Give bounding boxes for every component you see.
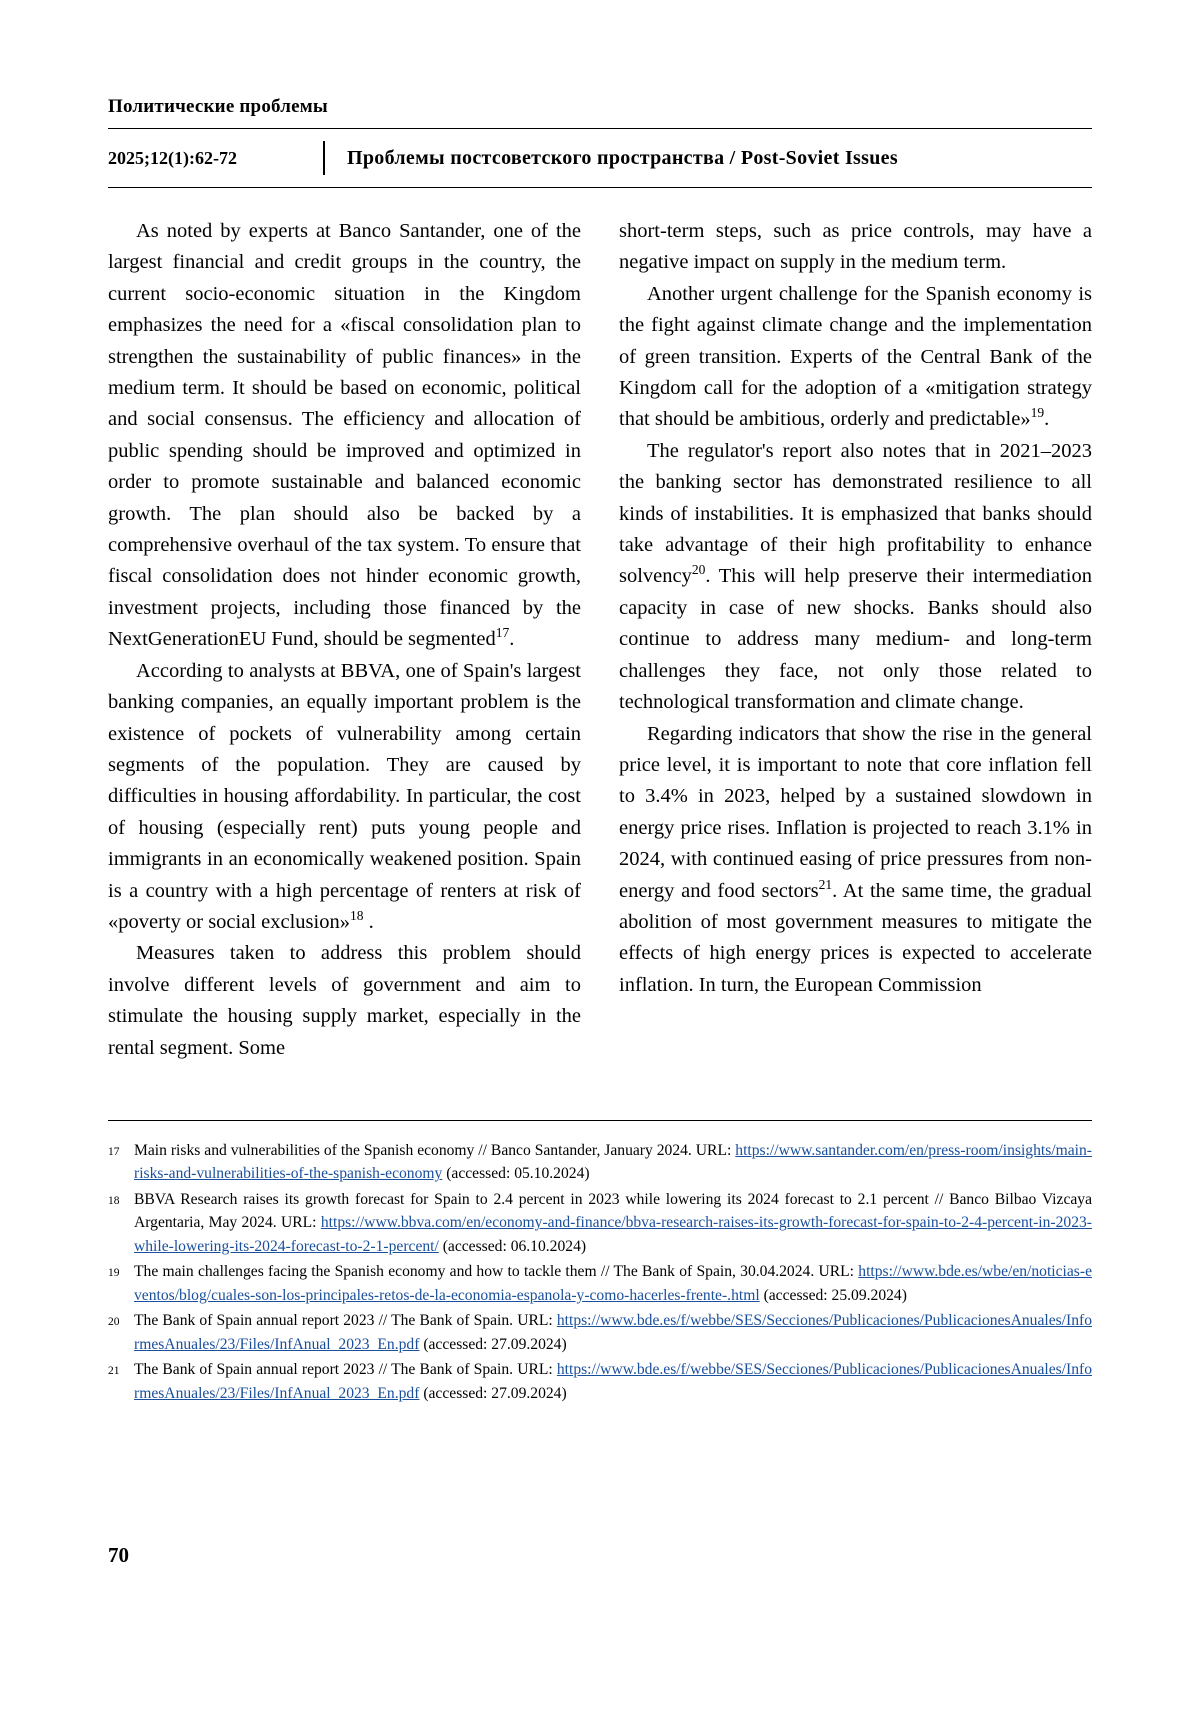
header-divider: [323, 141, 325, 175]
paragraph: According to analysts at BBVA, one of Spain's largest banking companies, an equally important problem is the existence of pockets of vulnerability among certain segments of the population. They are caused by difficulties in housing affordability. In particular, the cost of housing (especially rent) puts young people and immigrants in an economically weakened position. Spain is a country with a high percentage of renters at risk of «poverty or social exclusion»$^{18}$ .: [108, 659, 581, 933]
paragraph-text: As noted by experts at Banco Santander, one of the largest financial and credit groups in the country, the current socio-economic situation in the Kingdom emphasizes the need for a «fiscal consolidation plan to strengthen the sustainability of public finances» in the medium term. It should be based on economic, political and social consensus. The efficiency and allocation of public spending should be improved and optimized in order to promote sustainable and balanced economic growth. The plan should also be backed by a comprehensive overhaul of the tax system. To ensure that fiscal consolidation does not hinder economic growth, investment projects, including those financed by the NextGenerationEU Fund, should be segmented: [108, 220, 581, 651]
footnote-item: [108, 1358, 1092, 1405]
column-left: [108, 216, 581, 1064]
footnote-marker[interactable]: 21: [818, 876, 833, 892]
paragraph: [108, 938, 581, 1064]
issue-citation: 2025;12(1):62-72: [108, 147, 237, 168]
footnote-marker[interactable]: 19: [1030, 405, 1045, 421]
article-columns: [108, 216, 1092, 1064]
header-rule-bottom: [108, 187, 1092, 188]
paragraph-text: The regulator's report also notes that in 2021–2023 the banking sector has demonstrated resilience to all kinds of instabilities. It is emphasized that banks should take advantage of their high profitability to enhance solvency: [619, 439, 1092, 588]
footnote-link[interactable]: https://www.santander.com/en/press-room/insights/main-risks-and-vulnerabilities-of-the-spanish-economy: [134, 1141, 1092, 1183]
header-row: [108, 129, 1092, 187]
footnote-post: (accessed: 27.09.2024): [419, 1335, 567, 1353]
footnote-text: [134, 1358, 1092, 1405]
paragraph: [619, 216, 1092, 279]
footnote-link[interactable]: https://www.bbva.com/en/economy-and-finance/bbva-research-raises-its-growth-forecast-for-spain-to-2-4-percent-in-2023-while-lowering-its-2024-forecast-to-2-1-percent/: [134, 1214, 1092, 1255]
column-right: [619, 216, 1092, 1064]
journal-title: Проблемы постсоветского пространства / Post-Soviet Issues: [347, 146, 898, 169]
running-head: Политические проблемы: [108, 96, 328, 117]
footnote-marker[interactable]: 17: [495, 625, 510, 641]
footnote-link[interactable]: https://www.bde.es/f/webbe/SES/Secciones/Publicaciones/PublicacionesAnuales/InformesAnuales/23/Files/InfAnual_2023_En.pdf: [134, 1312, 1092, 1353]
footnote-link[interactable]: https://www.bde.es/wbe/en/noticias-eventos/blog/cuales-son-los-principales-retos-de-la-economia-espanola-y-como-hacerles-frente-.html: [134, 1263, 1092, 1304]
paragraph-text: . At the same time, the gradual abolition of most government measures to mitigate the effects of high energy prices is expected to accelerate inflation. In turn, the European Commission: [619, 879, 1092, 996]
footnote-item: [108, 1188, 1092, 1259]
paragraph: [619, 719, 1092, 1002]
paragraph-text: Regarding indicators that show the rise in the general price level, it is important to note that core inflation fell to 3.4% in 2023, helped by a sustained slowdown in energy price rises. Inflation is projected to reach 3.1% in 2024, with continued easing of price pressures from non-energy and food sectors: [619, 722, 1092, 902]
footnote-text: [134, 1188, 1092, 1259]
footnote-item: [108, 1260, 1092, 1307]
paragraph-text: According to analysts at BBVA, one of Spain's largest banking companies, an equally important problem is the existence of pockets of vulnerability among certain segments of the population. They are caused by difficulties in housing affordability. In particular, the cost of housing (especially rent) puts young people and immigrants in an economically weakened position. Spain is a country with a high percentage of renters at risk of «poverty or social exclusion»: [108, 659, 581, 933]
footnote-marker[interactable]: 18: [349, 908, 364, 924]
footnote-post: (accessed: 25.09.2024): [759, 1286, 907, 1304]
footnote-number: 20: [108, 1316, 120, 1329]
footnote-post: (accessed: 27.09.2024): [419, 1384, 567, 1402]
paragraph: Another urgent challenge for the Spanish economy is the fight against climate change and the implementation of green transition. Experts of the Central Bank of the Kingdom call for the adoption of a «mitigation strategy that should be ambitious, orderly and predictable»$^{19}$.: [619, 282, 1092, 431]
footnote-text: [134, 1260, 1092, 1307]
footnote-rule: [108, 1120, 1092, 1121]
footnote-number: 19: [108, 1267, 120, 1280]
footnotes: [108, 1139, 1092, 1406]
footnote-text: [134, 1309, 1092, 1356]
footnote-link[interactable]: https://www.bde.es/f/webbe/SES/Secciones/Publicaciones/PublicacionesAnuales/InformesAnuales/23/Files/InfAnual_2023_En.pdf: [134, 1361, 1092, 1402]
paragraph-text: Measures taken to address this problem should involve different levels of government and aim to stimulate the housing supply market, especially in the rental segment. Some: [108, 942, 581, 1059]
footnote-item: [108, 1309, 1092, 1356]
paragraph: As noted by experts at Banco Santander, one of the largest financial and credit groups in the country, the current socio-economic situation in the Kingdom emphasizes the need for a «fiscal consolidation plan to strengthen the sustainability of public finances» in the medium term. It should be based on economic, political and social consensus. The efficiency and allocation of public spending should be improved and optimized in order to promote sustainable and balanced economic growth. The plan should also be backed by a comprehensive overhaul of the tax system. To ensure that fiscal consolidation does not hinder economic growth, investment projects, including those financed by the NextGenerationEU Fund, should be segmented$^{17}$.: [108, 220, 581, 651]
paragraph-text: Another urgent challenge for the Spanish economy is the fight against climate change and the implementation of green transition. Experts of the Central Bank of the Kingdom call for the adoption of a «mitigation strategy that should be ambitious, orderly and predictable»: [619, 282, 1092, 431]
footnote-number: 21: [108, 1365, 120, 1378]
paragraph: [619, 436, 1092, 719]
footnote-pre: The main challenges facing the Spanish economy and how to tackle them // The Bank of Spain, 30.04.2024. URL:: [134, 1263, 859, 1281]
footnote-post: (accessed: 05.10.2024): [442, 1165, 590, 1183]
page-number: 70: [108, 1543, 129, 1567]
footnote-marker[interactable]: 20: [691, 562, 706, 578]
footnote-pre: Main risks and vulnerabilities of the Spanish economy // Banco Santander, January 2024. URL:: [134, 1141, 736, 1159]
page-content: [108, 96, 1092, 1407]
paragraph-text: short-term steps, such as price controls, may have a negative impact on supply in the medium term.: [619, 220, 1092, 274]
footnote-item: [108, 1139, 1092, 1186]
footnote-number: 17: [108, 1145, 120, 1158]
footnote-pre: BBVA Research raises its growth forecast for Spain to 2.4 percent in 2023 while lowering its 2024 forecast to 2.1 percent // Banco Bilbao Vizcaya Argentaria, May 2024. URL:: [134, 1190, 1092, 1232]
footnote-number: 18: [108, 1194, 120, 1207]
footnote-pre: The Bank of Spain annual report 2023 // The Bank of Spain. URL:: [134, 1361, 557, 1379]
paragraph-text: . This will help preserve their intermediation capacity in case of new shocks. Banks should also continue to address many medium- and long-term challenges they face, not only those related to technological transformation and climate change.: [619, 565, 1092, 714]
footnote-text: [134, 1139, 1092, 1186]
footnote-post: (accessed: 06.10.2024): [438, 1237, 587, 1255]
footnote-pre: The Bank of Spain annual report 2023 // The Bank of Spain. URL:: [134, 1312, 557, 1330]
